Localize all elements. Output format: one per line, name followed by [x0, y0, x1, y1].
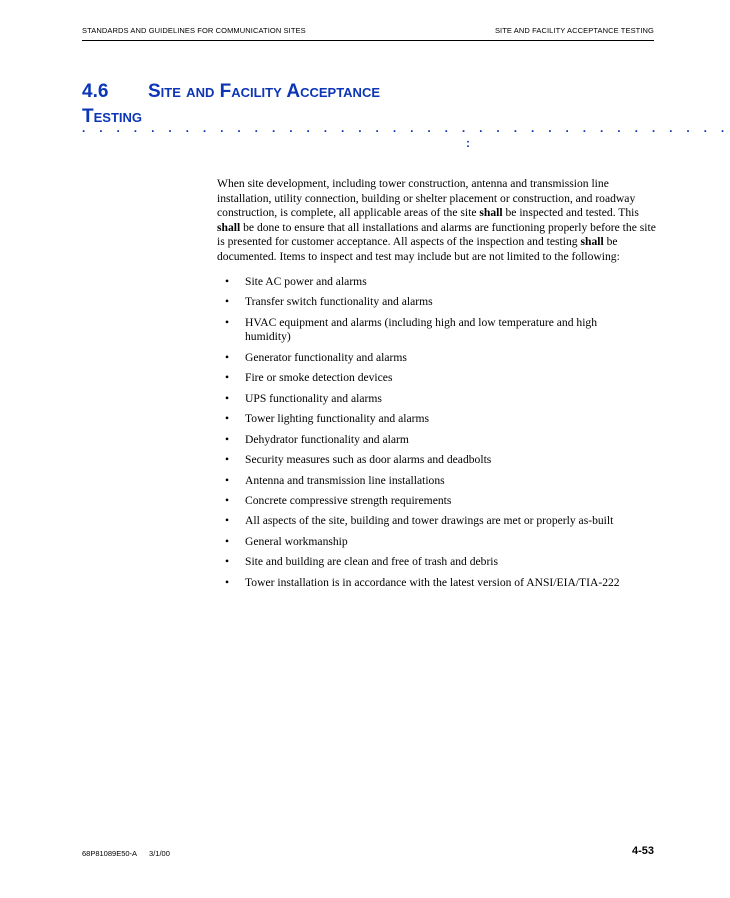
list-item-text: Concrete compressive strength requirements	[245, 494, 452, 507]
list-item-text: Dehydrator functionality and alarm	[245, 432, 409, 446]
footer-doc-info	[82, 849, 170, 858]
list-item	[217, 371, 640, 386]
list-item-text: General workmanship	[245, 534, 348, 548]
list-item	[217, 316, 640, 345]
list-item	[217, 555, 640, 570]
list-item-text: Fire or smoke detection devices	[245, 371, 393, 385]
list-item	[217, 535, 640, 550]
header-divider	[82, 40, 654, 41]
list-item-text: Security measures such as door alarms and deadbolts	[245, 453, 492, 467]
running-header-right: SITE AND FACILITY ACCEPTANCE TESTING	[494, 26, 654, 35]
section-title-line2: Testing	[82, 106, 143, 127]
intro-text: be documented. Items to inspect and test may include but are not limited to the following:	[217, 235, 620, 263]
heading-dot-leader: . . . . . . . . . . . . . . . . . . . . . . . . . . . . . . . . . . . . . .	[82, 121, 730, 135]
running-header-left: STANDARDS AND GUIDELINES FOR COMMUNICATION SITES	[82, 26, 306, 35]
list-item	[217, 275, 640, 290]
section-number: 4.6	[82, 81, 109, 102]
intro-text: be inspected and tested. This	[502, 206, 639, 220]
bullet-icon: •	[225, 555, 230, 569]
page-number: 4-53	[631, 845, 654, 857]
list-item-text: All aspects of the site, building and tower drawings are met or properly as-built	[245, 514, 614, 528]
bullet-icon: •	[225, 412, 230, 426]
inspection-items-list	[217, 275, 657, 591]
bullet-icon: •	[225, 534, 230, 548]
document-date: 3/1/00	[149, 849, 170, 858]
intro-text: be done to ensure that all installations and alarms are functioning properly before the site is presented for customer acceptance. All aspects of the inspection and testing	[217, 220, 656, 249]
list-item-text: Transfer switch functionality and alarms	[245, 295, 433, 309]
bullet-icon: •	[225, 350, 230, 364]
list-item	[217, 351, 640, 366]
list-item	[217, 412, 640, 427]
list-item-text: Tower lighting functionality and alarms	[245, 412, 429, 426]
keyword-shall: shall	[580, 235, 604, 249]
list-item-text: UPS functionality and alarms	[245, 391, 382, 405]
body-text	[217, 177, 657, 596]
bullet-icon: •	[225, 575, 230, 589]
list-item	[217, 392, 640, 407]
bullet-icon: •	[225, 494, 230, 507]
list-item-text: HVAC equipment and alarms (including high and low temperature and high humidity)	[245, 315, 598, 344]
section-title-line1: Site and Facility Acceptance	[148, 81, 381, 102]
heading-dot-leader-end: :	[466, 136, 470, 150]
list-item	[217, 576, 640, 591]
list-item-text: Generator functionality and alarms	[245, 350, 407, 364]
keyword-shall: shall	[217, 220, 241, 234]
list-item-text: Site AC power and alarms	[245, 274, 367, 288]
intro-paragraph	[217, 177, 657, 265]
list-item	[217, 494, 640, 509]
bullet-icon: •	[225, 453, 230, 467]
list-item-text: Antenna and transmission line installations	[245, 473, 445, 487]
bullet-icon: •	[225, 274, 230, 288]
document-number: 68P81089E50-A	[82, 849, 138, 858]
list-item	[217, 474, 640, 489]
bullet-icon: •	[225, 473, 230, 487]
bullet-icon: •	[225, 432, 230, 446]
keyword-shall: shall	[479, 206, 503, 220]
list-item	[217, 295, 640, 310]
bullet-icon: •	[225, 391, 230, 405]
list-item-text: Site and building are clean and free of trash and debris	[245, 555, 499, 569]
list-item	[217, 453, 640, 468]
bullet-icon: •	[225, 371, 230, 385]
list-item-text: Tower installation is in accordance with the latest version of ANSI/EIA/TIA-222	[245, 575, 620, 589]
list-item	[217, 433, 640, 448]
intro-text: When site development, including tower construction, antenna and transmission line installation, utility connection, building or shelter placement or construction, and roadway construction, is complete, all applicable areas of the site	[217, 177, 636, 220]
list-item	[217, 514, 640, 529]
bullet-icon: •	[225, 315, 230, 329]
bullet-icon: •	[225, 295, 230, 309]
bullet-icon: •	[225, 514, 230, 528]
